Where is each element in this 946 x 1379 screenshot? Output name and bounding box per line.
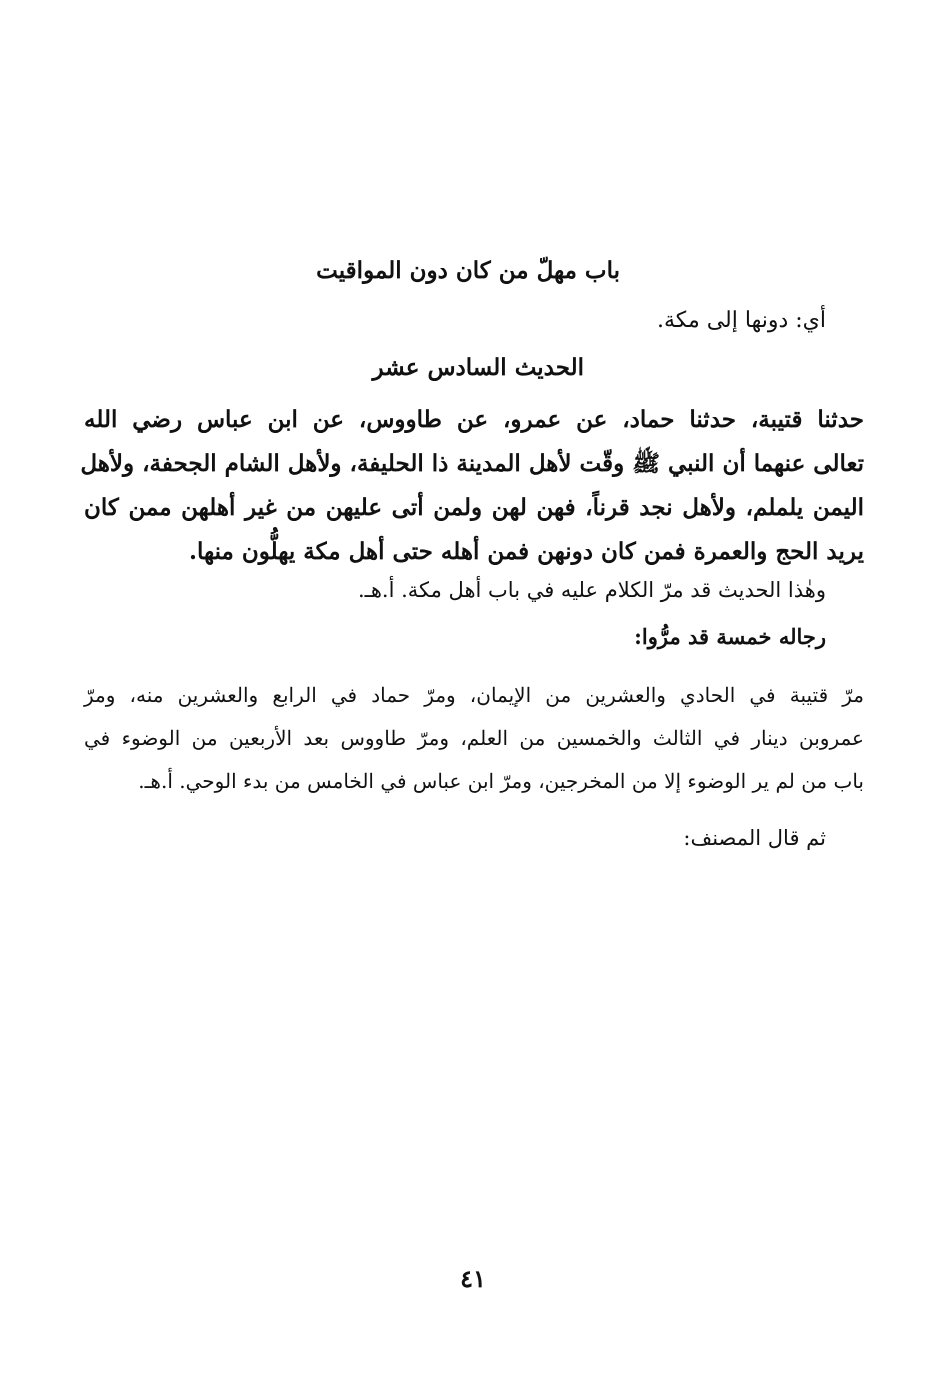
closing-line: ثم قال المصنف:	[683, 826, 826, 850]
narrators-line: عمروبن دينار في الثالث والخمسين من العلم، ومرّ طاووس بعد الأربعين من الوضوء في	[84, 726, 864, 750]
narrators-line: باب من لم ير الوضوء إلا من المخرجين، ومرّ ابن عباس في الخامس من بدء الوحي. أ.هـ.	[138, 769, 864, 793]
hadith-line: حدثنا قتيبة، حدثنا حماد، عن عمرو، عن طاووس، عن ابن عباس رضي الله	[84, 406, 864, 433]
hadith-text	[80, 398, 864, 574]
chapter-title: باب مهلّ من كان دون المواقيت	[316, 257, 620, 284]
hadith-line: تعالى عنهما أن النبي ﷺ وقّت لأهل المدينة ذا الحليفة، ولأهل الشام الجحفة، ولأهل	[80, 450, 864, 477]
commentary-note: وهٰذا الحديث قد مرّ الكلام عليه في باب أهل مكة. أ.هـ.	[358, 578, 826, 602]
narrators-heading: رجاله خمسة قد مرُّوا:	[634, 624, 826, 649]
narrators-line: مرّ قتيبة في الحادي والعشرين من الإيمان، ومرّ حماد في الرابع والعشرين منه، ومرّ	[84, 683, 864, 707]
page-number: ٤١	[460, 1264, 486, 1293]
narrators-text	[84, 674, 864, 803]
chapter-gloss: أي: دونها إلى مكة.	[657, 308, 826, 333]
hadith-line: يريد الحج والعمرة فمن كان دونهن فمن أهله حتى أهل مكة يهلُّون منها.	[188, 538, 864, 565]
hadith-line: اليمن يلملم، ولأهل نجد قرناً، فهن لهن ولمن أتى عليهن من غير أهلهن ممن كان	[84, 494, 864, 521]
hadith-title: الحديث السادس عشر	[372, 354, 584, 381]
